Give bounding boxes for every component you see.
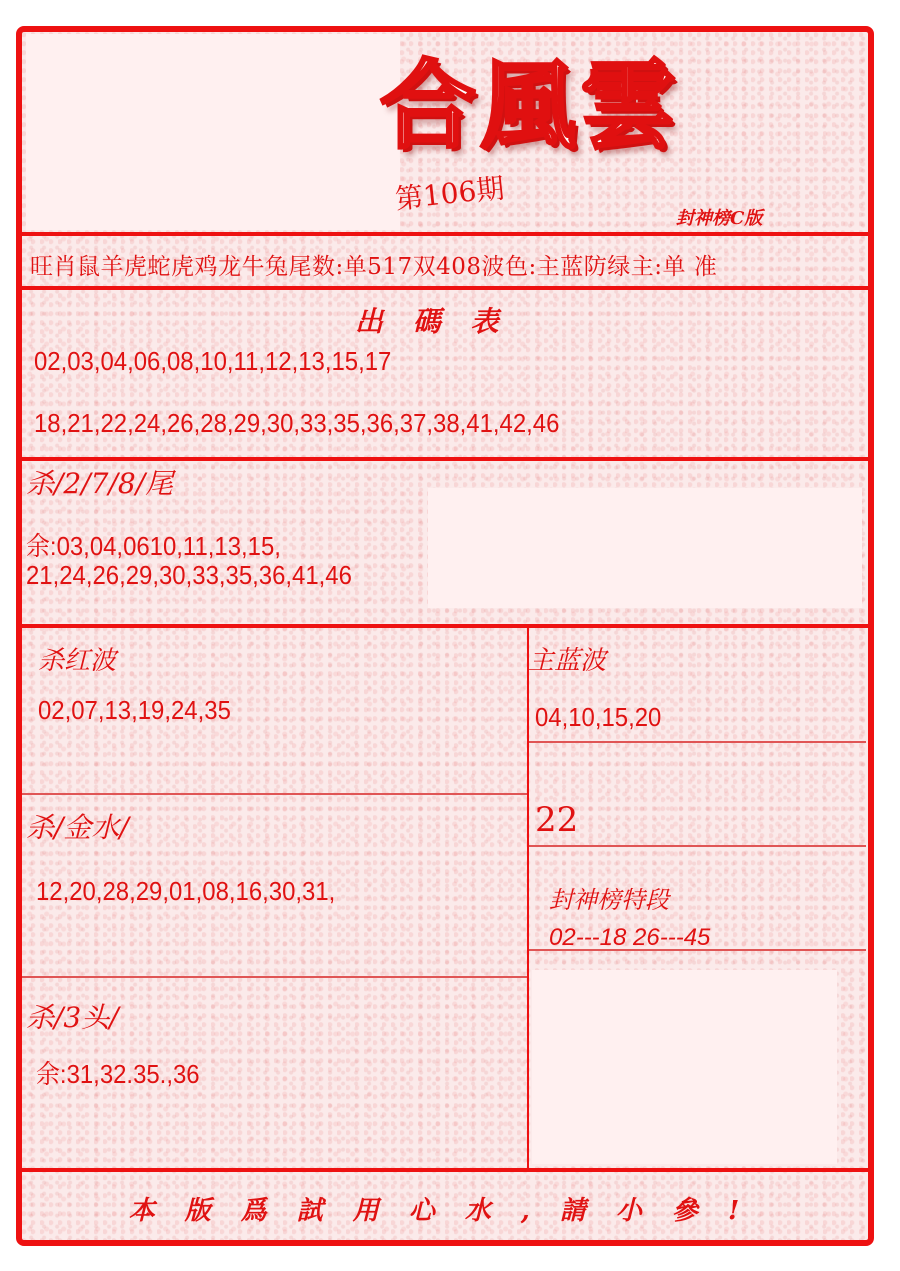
divider-right-1 (529, 741, 866, 743)
kill-gold-water-values: 12,20,28,29,01,08,16,30,31, (36, 876, 336, 906)
kill-head-title: 杀/3头/ (26, 1001, 119, 1034)
special-segment-title: 封神榜特段 (549, 886, 669, 914)
header-blank-panel (26, 34, 400, 230)
kill-gold-water-title: 杀/金水/ (26, 811, 129, 844)
code-table-row-1: 02,03,04,06,08,10,11,12,13,15,17 (34, 346, 392, 376)
edition-label: 封神榜C版 (676, 208, 763, 229)
kill-head-values: 余:31,32.35.,36 (36, 1059, 200, 1089)
special-segment-values: 02---18 26---45 (549, 924, 711, 951)
kill-tail-line-1: 余:03,04,0610,11,13,15, (26, 531, 281, 561)
kill-tail-line-2: 21,24,26,29,30,33,35,36,41,46 (26, 560, 352, 590)
kill-tail-title: 杀/2/7/8/尾 (26, 467, 174, 500)
info-line: 旺肖鼠羊虎蛇虎鸡龙牛兔尾数:单517双408波色:主蓝防绿主:单 准 (30, 254, 718, 280)
divider-kill-tail (22, 624, 868, 628)
main-blue-values: 04,10,15,20 (535, 702, 662, 732)
code-table-row-2: 18,21,22,24,26,28,29,30,33,35,36,37,38,41,42,46 (34, 408, 560, 438)
divider-info (22, 286, 868, 290)
footer-note: 本版爲試用心水,請小參! (128, 1196, 770, 1226)
code-table-title: 出 碼 表 (355, 305, 509, 338)
divider-right-2 (529, 845, 866, 847)
divider-header (22, 232, 868, 236)
kill-tail-blank-panel (428, 488, 862, 608)
divider-left-2 (22, 976, 529, 978)
kill-red-title: 杀红波 (38, 646, 117, 676)
issue-number: 第106期 (393, 171, 506, 216)
divider-code-table (22, 457, 868, 461)
main-blue-title: 主蓝波 (528, 646, 607, 676)
single-number: 22 (535, 800, 579, 840)
column-divider (527, 628, 529, 1170)
divider-footer (22, 1168, 868, 1172)
divider-left-1 (22, 793, 529, 795)
kill-red-values: 02,07,13,19,24,35 (38, 695, 231, 725)
page-title: 合風雲 (380, 49, 680, 162)
bottom-right-blank-panel (532, 970, 837, 1164)
